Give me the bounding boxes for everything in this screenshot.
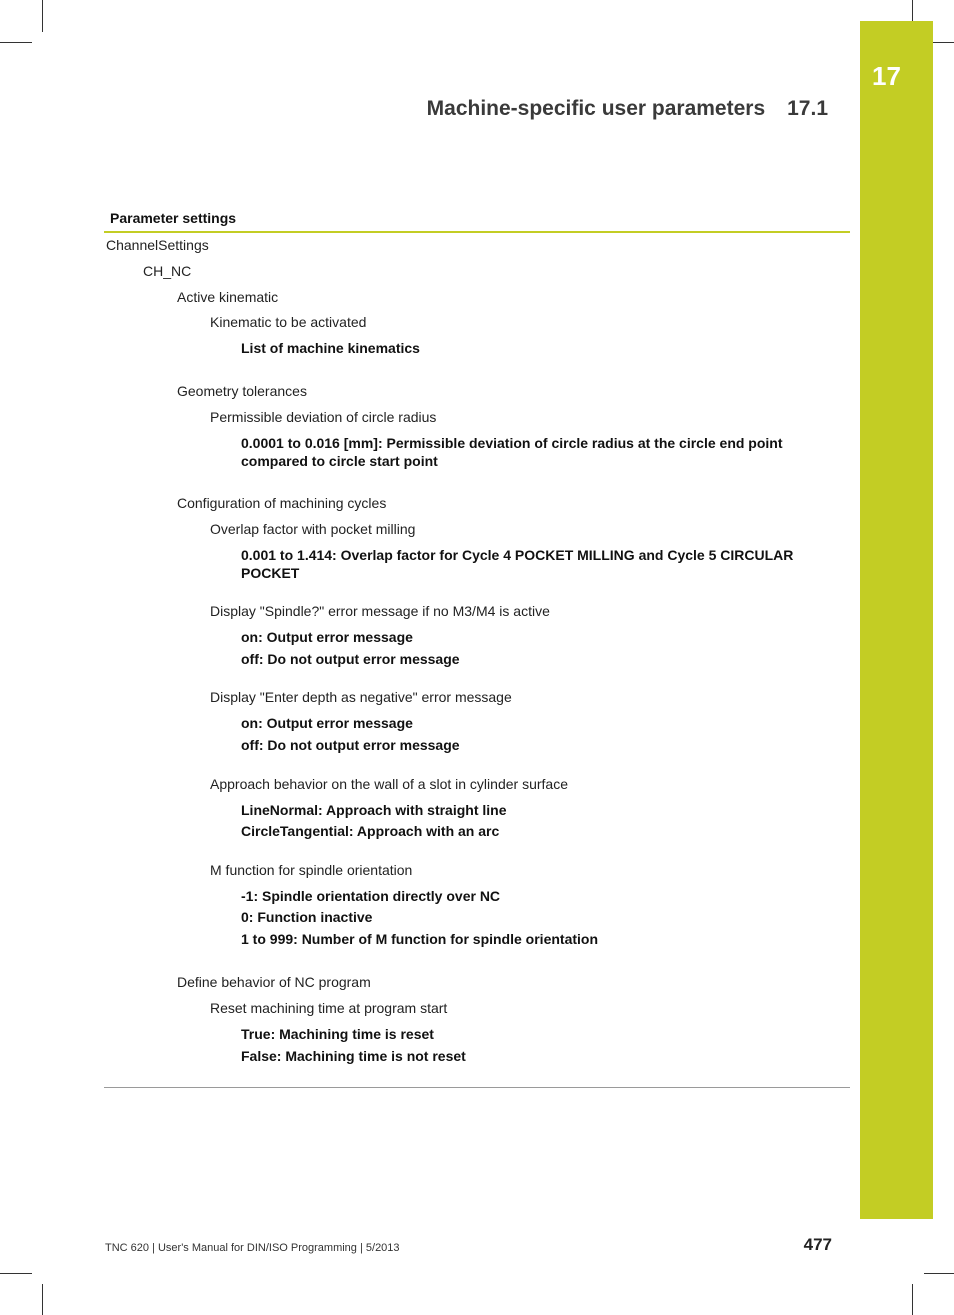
param-value: 0: Function inactive <box>241 909 373 925</box>
param-name: Display "Enter depth as negative" error message <box>210 689 512 705</box>
crop-mark <box>42 0 43 32</box>
param-channel: CH_NC <box>143 263 192 279</box>
param-value: -1: Spindle orientation directly over NC <box>241 888 501 904</box>
param-value: on: Output error message <box>241 629 413 645</box>
param-value: True: Machining time is reset <box>241 1026 434 1042</box>
param-name: Overlap factor with pocket milling <box>210 521 416 537</box>
param-value: off: Do not output error message <box>241 737 460 753</box>
crop-mark <box>912 0 913 22</box>
param-name: M function for spindle orientation <box>210 862 413 878</box>
param-root: ChannelSettings <box>106 237 209 253</box>
crop-mark <box>912 1284 913 1315</box>
param-group: Define behavior of NC program <box>177 974 371 990</box>
crop-mark <box>933 42 954 43</box>
table-bottom-rule <box>104 1087 850 1088</box>
param-name: Permissible deviation of circle radius <box>210 409 437 425</box>
page-number: 477 <box>803 1235 832 1254</box>
running-header <box>300 97 828 121</box>
param-value: 1 to 999: Number of M function for spindle orientation <box>241 931 599 947</box>
table-header: Parameter settings <box>110 210 237 226</box>
param-value: LineNormal: Approach with straight line <box>241 802 507 818</box>
param-group: Geometry tolerances <box>177 383 307 399</box>
section-number: 17.1 <box>787 97 828 120</box>
param-name: Approach behavior on the wall of a slot in cylinder surface <box>210 776 568 792</box>
param-value: on: Output error message <box>241 715 413 731</box>
param-group: Active kinematic <box>177 289 279 305</box>
param-value: List of machine kinematics <box>241 340 420 356</box>
crop-mark <box>0 42 32 43</box>
param-value: off: Do not output error message <box>241 651 460 667</box>
param-name: Reset machining time at program start <box>210 1000 448 1016</box>
crop-mark <box>0 1273 32 1274</box>
footer-text: TNC 620 | User's Manual for DIN/ISO Programming | 5/2013 <box>105 1242 400 1254</box>
param-value: 0.0001 to 0.016 [mm]: Permissible deviation of circle radius at the circle end point compared to circle start point <box>241 435 783 469</box>
param-value: CircleTangential: Approach with an arc <box>241 823 500 839</box>
param-name: Kinematic to be activated <box>210 314 367 330</box>
chapter-tab <box>860 21 933 1219</box>
crop-mark <box>42 1284 43 1315</box>
param-group: Configuration of machining cycles <box>177 495 387 511</box>
chapter-number: 17 <box>872 61 901 91</box>
running-header-title: Machine-specific user parameters <box>426 97 766 120</box>
param-value: 0.001 to 1.414: Overlap factor for Cycle 4 POCKET MILLING and Cycle 5 CIRCULAR POCKET <box>241 547 794 581</box>
crop-mark <box>924 1273 954 1274</box>
param-value: False: Machining time is not reset <box>241 1048 466 1064</box>
table-header-rule <box>104 231 850 233</box>
param-name: Display "Spindle?" error message if no M3/M4 is active <box>210 603 550 619</box>
